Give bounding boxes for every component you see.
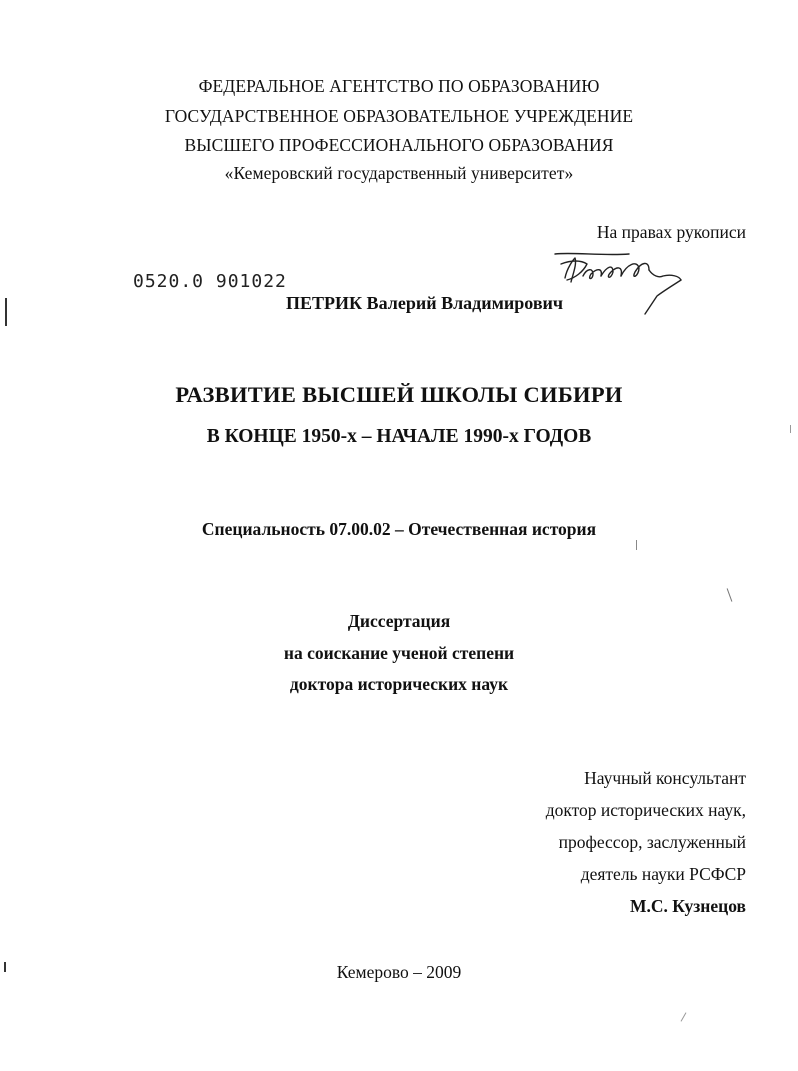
signature-stroke: [645, 280, 681, 314]
scan-artifact: [727, 588, 733, 601]
city-year: Кемерово – 2009: [336, 962, 462, 982]
header-line-agency: ФЕДЕРАЛЬНОЕ АГЕНТСТВО ПО ОБРАЗОВАНИЮ: [198, 76, 600, 96]
consultant-title-2: деятель науки РСФСР: [580, 864, 746, 884]
manuscript-note: На правах рукописи: [596, 222, 746, 242]
dissertation-title: РАЗВИТИЕ ВЫСШЕЙ ШКОЛЫ СИБИРИ: [175, 382, 623, 407]
scan-artifact: [790, 425, 791, 433]
signature-stroke: [583, 270, 601, 279]
signature-stroke: [601, 267, 621, 277]
consultant-role: Научный консультант: [584, 768, 746, 788]
header-line-institution: ГОСУДАРСТВЕННОЕ ОБРАЗОВАТЕЛЬНОЕ УЧРЕЖДЕНИЕ: [164, 106, 634, 126]
handwritten-signature-icon: [553, 250, 688, 320]
consultant-title-1: профессор, заслуженный: [558, 832, 746, 852]
signature-stroke: [621, 263, 649, 276]
header-line-university: «Кемеровский государственный университет»: [224, 163, 574, 183]
header-line-education: ВЫСШЕГО ПРОФЕССИОНАЛЬНОГО ОБРАЗОВАНИЯ: [184, 135, 614, 155]
degree-name: доктора исторических наук: [289, 674, 509, 694]
dissertation-subtitle: В КОНЦЕ 1950-х – НАЧАЛЕ 1990-х ГОДОВ: [206, 426, 592, 447]
document-code: 0520.0 901022: [133, 271, 287, 292]
scan-artifact: [4, 962, 6, 972]
signature-stroke: [649, 270, 681, 280]
scan-artifact: [5, 298, 7, 326]
specialty-line: Специальность 07.00.02 – Отечественная история: [201, 519, 597, 539]
scan-artifact: [681, 1012, 687, 1021]
dissertation-label: Диссертация: [347, 611, 451, 631]
consultant-name: М.С. Кузнецов: [629, 896, 746, 916]
signature-stroke: [555, 253, 629, 254]
degree-purpose: на соискание ученой степени: [283, 643, 515, 663]
author-name: ПЕТРИК Валерий Владимирович: [286, 293, 564, 313]
consultant-degree: доктор исторических наук,: [545, 800, 746, 820]
scan-artifact: [636, 540, 637, 550]
